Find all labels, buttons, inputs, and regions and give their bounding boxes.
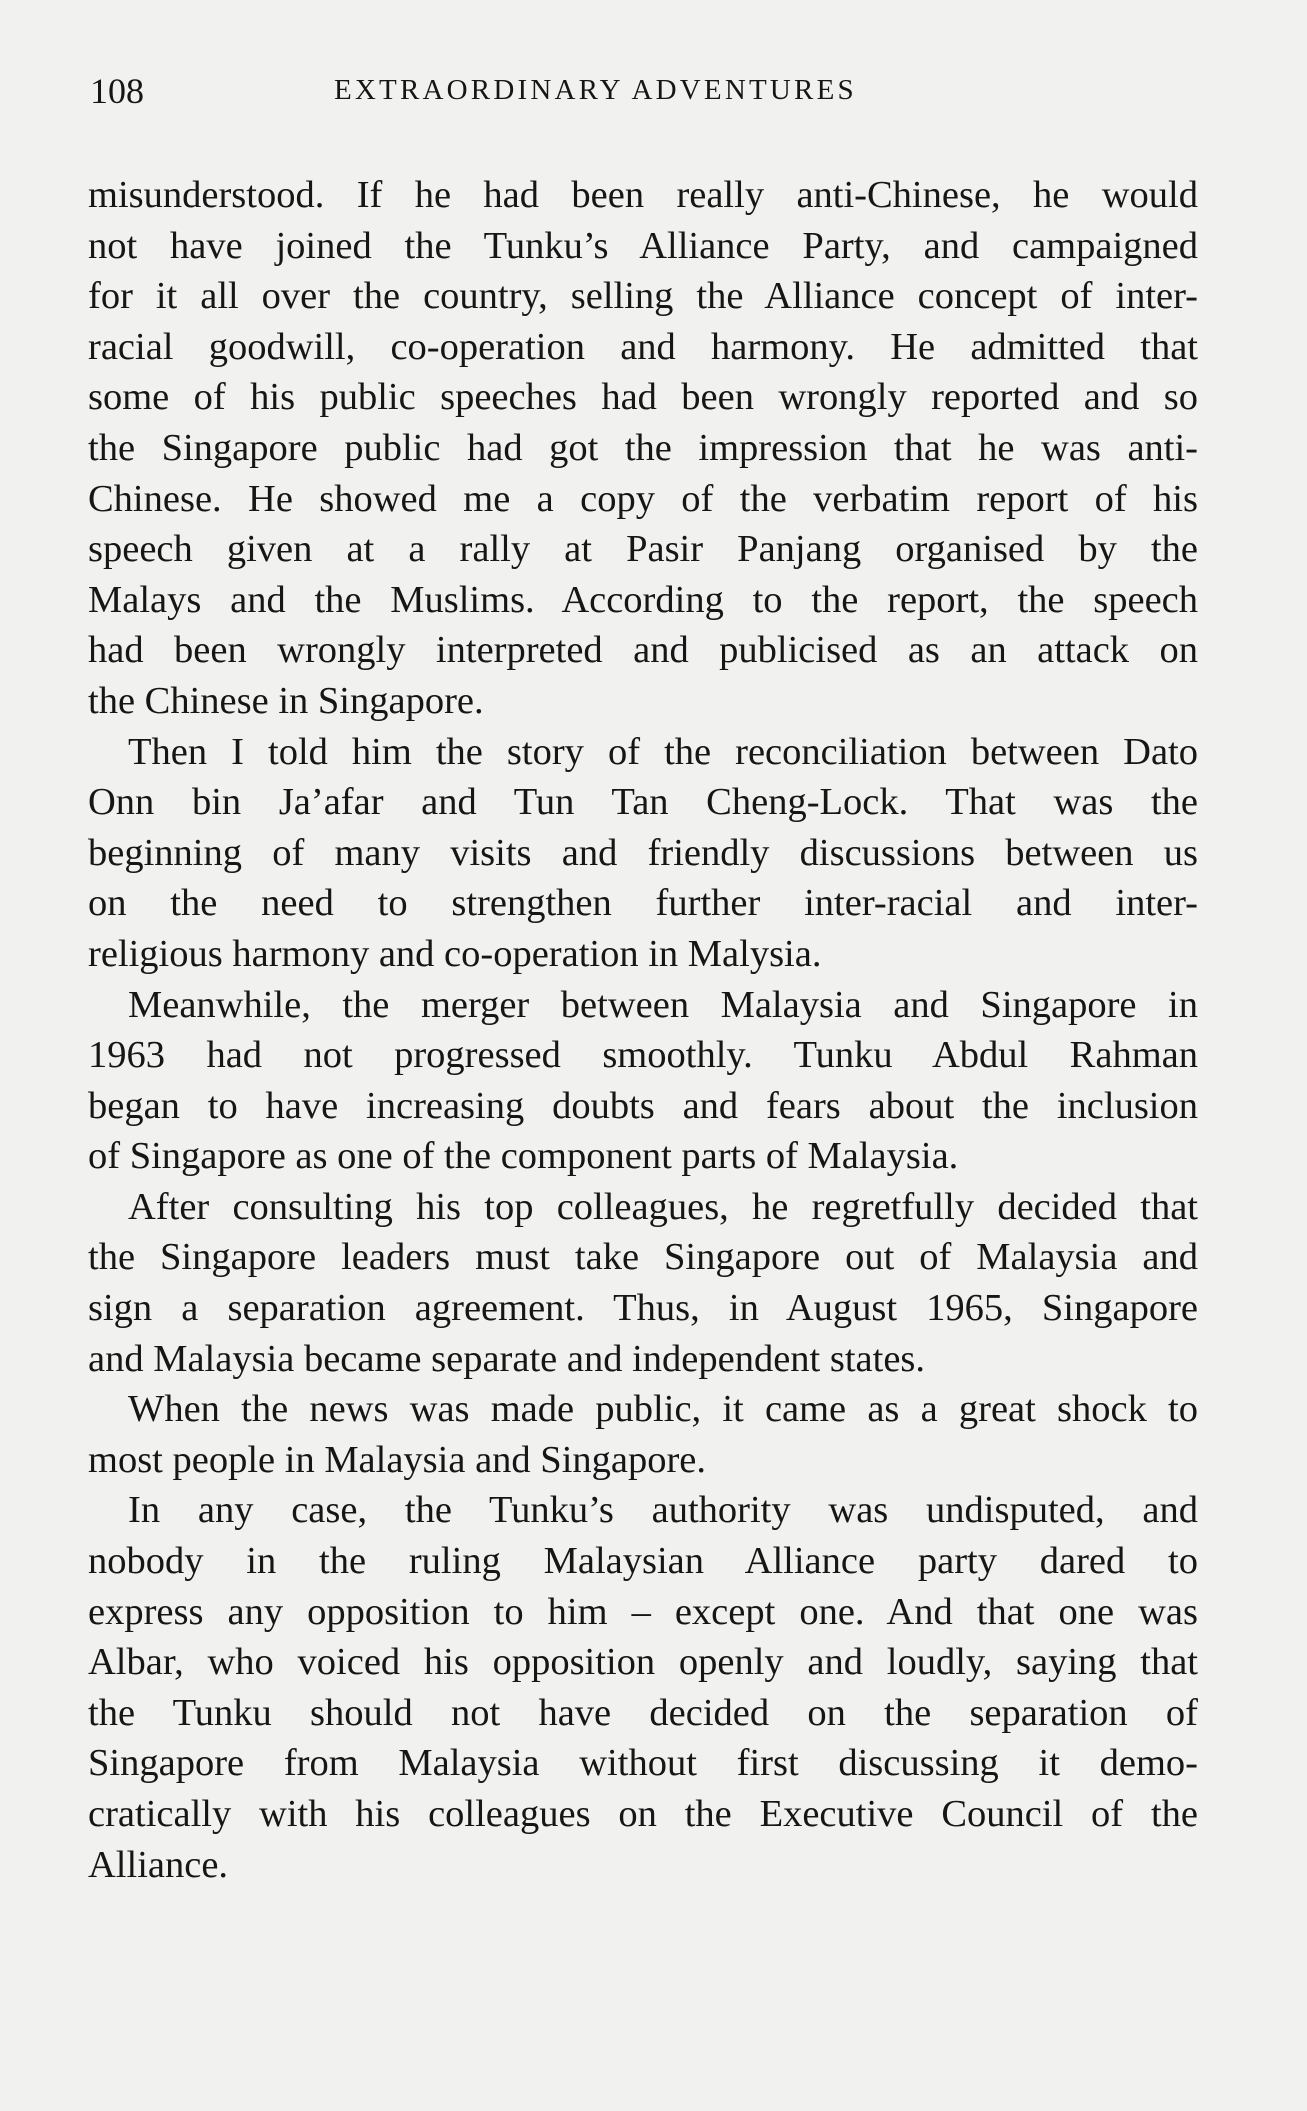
paragraph: [88, 980, 1198, 1182]
text-line: the Singapore leaders must take Singapore out of Malaysia and: [88, 1236, 1198, 1279]
page-number: 108: [90, 71, 144, 111]
page-header: [90, 70, 1200, 114]
text-line: When the news was made public, it came as a great shock to: [128, 1388, 1198, 1431]
text-line: Chinese. He showed me a copy of the verbatim report of his: [88, 477, 1198, 520]
text-line: began to have increasing doubts and fears about the inclusion: [88, 1084, 1198, 1127]
text-line: the Chinese in Singapore.: [88, 679, 484, 722]
text-line: for it all over the country, selling the Alliance concept of inter-: [88, 275, 1198, 318]
text-line: not have joined the Tunku’s Alliance Party, and campaigned: [88, 224, 1198, 267]
body-text: [88, 170, 1198, 1890]
text-line: the Tunku should not have decided on the separation of: [88, 1691, 1198, 1734]
paragraph: [88, 727, 1198, 980]
text-line: had been wrongly interpreted and publicised as an attack on: [88, 629, 1198, 672]
text-line: express any opposition to him – except one. And that one was: [88, 1590, 1198, 1633]
text-line: After consulting his top colleagues, he regretfully decided that: [128, 1185, 1198, 1228]
text-line: 1963 had not progressed smoothly. Tunku Abdul Rahman: [88, 1034, 1198, 1077]
text-line: and Malaysia became separate and independent states.: [88, 1337, 926, 1380]
text-line: religious harmony and co-operation in Malysia.: [88, 932, 822, 975]
text-line: Then I told him the story of the reconciliation between Dato: [128, 730, 1198, 773]
running-title: EXTRAORDINARY ADVENTURES: [334, 74, 857, 106]
text-line: Onn bin Ja’afar and Tun Tan Cheng-Lock. That was the: [88, 781, 1198, 824]
text-line: Meanwhile, the merger between Malaysia and Singapore in: [128, 983, 1198, 1026]
text-line: cratically with his colleagues on the Executive Council of the: [88, 1793, 1198, 1835]
text-line: speech given at a rally at Pasir Panjang organised by the: [88, 528, 1198, 571]
paragraph: [88, 170, 1198, 727]
paragraph: [88, 1182, 1198, 1384]
text-line: most people in Malaysia and Singapore.: [88, 1438, 707, 1481]
text-line: In any case, the Tunku’s authority was undisputed, and: [128, 1489, 1198, 1532]
text-line: sign a separation agreement. Thus, in August 1965, Singapore: [88, 1287, 1198, 1330]
text-line: misunderstood. If he had been really anti-Chinese, he would: [88, 174, 1198, 216]
text-line: Alliance.: [88, 1843, 229, 1886]
text-line: Albar, who voiced his opposition openly and loudly, saying that: [88, 1641, 1198, 1684]
text-line: beginning of many visits and friendly discussions between us: [88, 831, 1198, 874]
paragraph: [88, 1384, 1198, 1485]
text-line: racial goodwill, co-operation and harmony. He admitted that: [88, 325, 1198, 368]
text-line: some of his public speeches had been wrongly reported and so: [88, 376, 1198, 419]
paragraph: [88, 1485, 1198, 1890]
text-line: on the need to strengthen further inter-racial and inter-: [88, 882, 1198, 925]
text-line: of Singapore as one of the component parts of Malaysia.: [88, 1135, 959, 1178]
text-line: Malays and the Muslims. According to the report, the speech: [88, 578, 1198, 621]
text-line: Singapore from Malaysia without first discussing it demo-: [88, 1742, 1198, 1785]
text-line: the Singapore public had got the impression that he was anti-: [88, 426, 1198, 469]
text-line: nobody in the ruling Malaysian Alliance party dared to: [88, 1540, 1198, 1583]
